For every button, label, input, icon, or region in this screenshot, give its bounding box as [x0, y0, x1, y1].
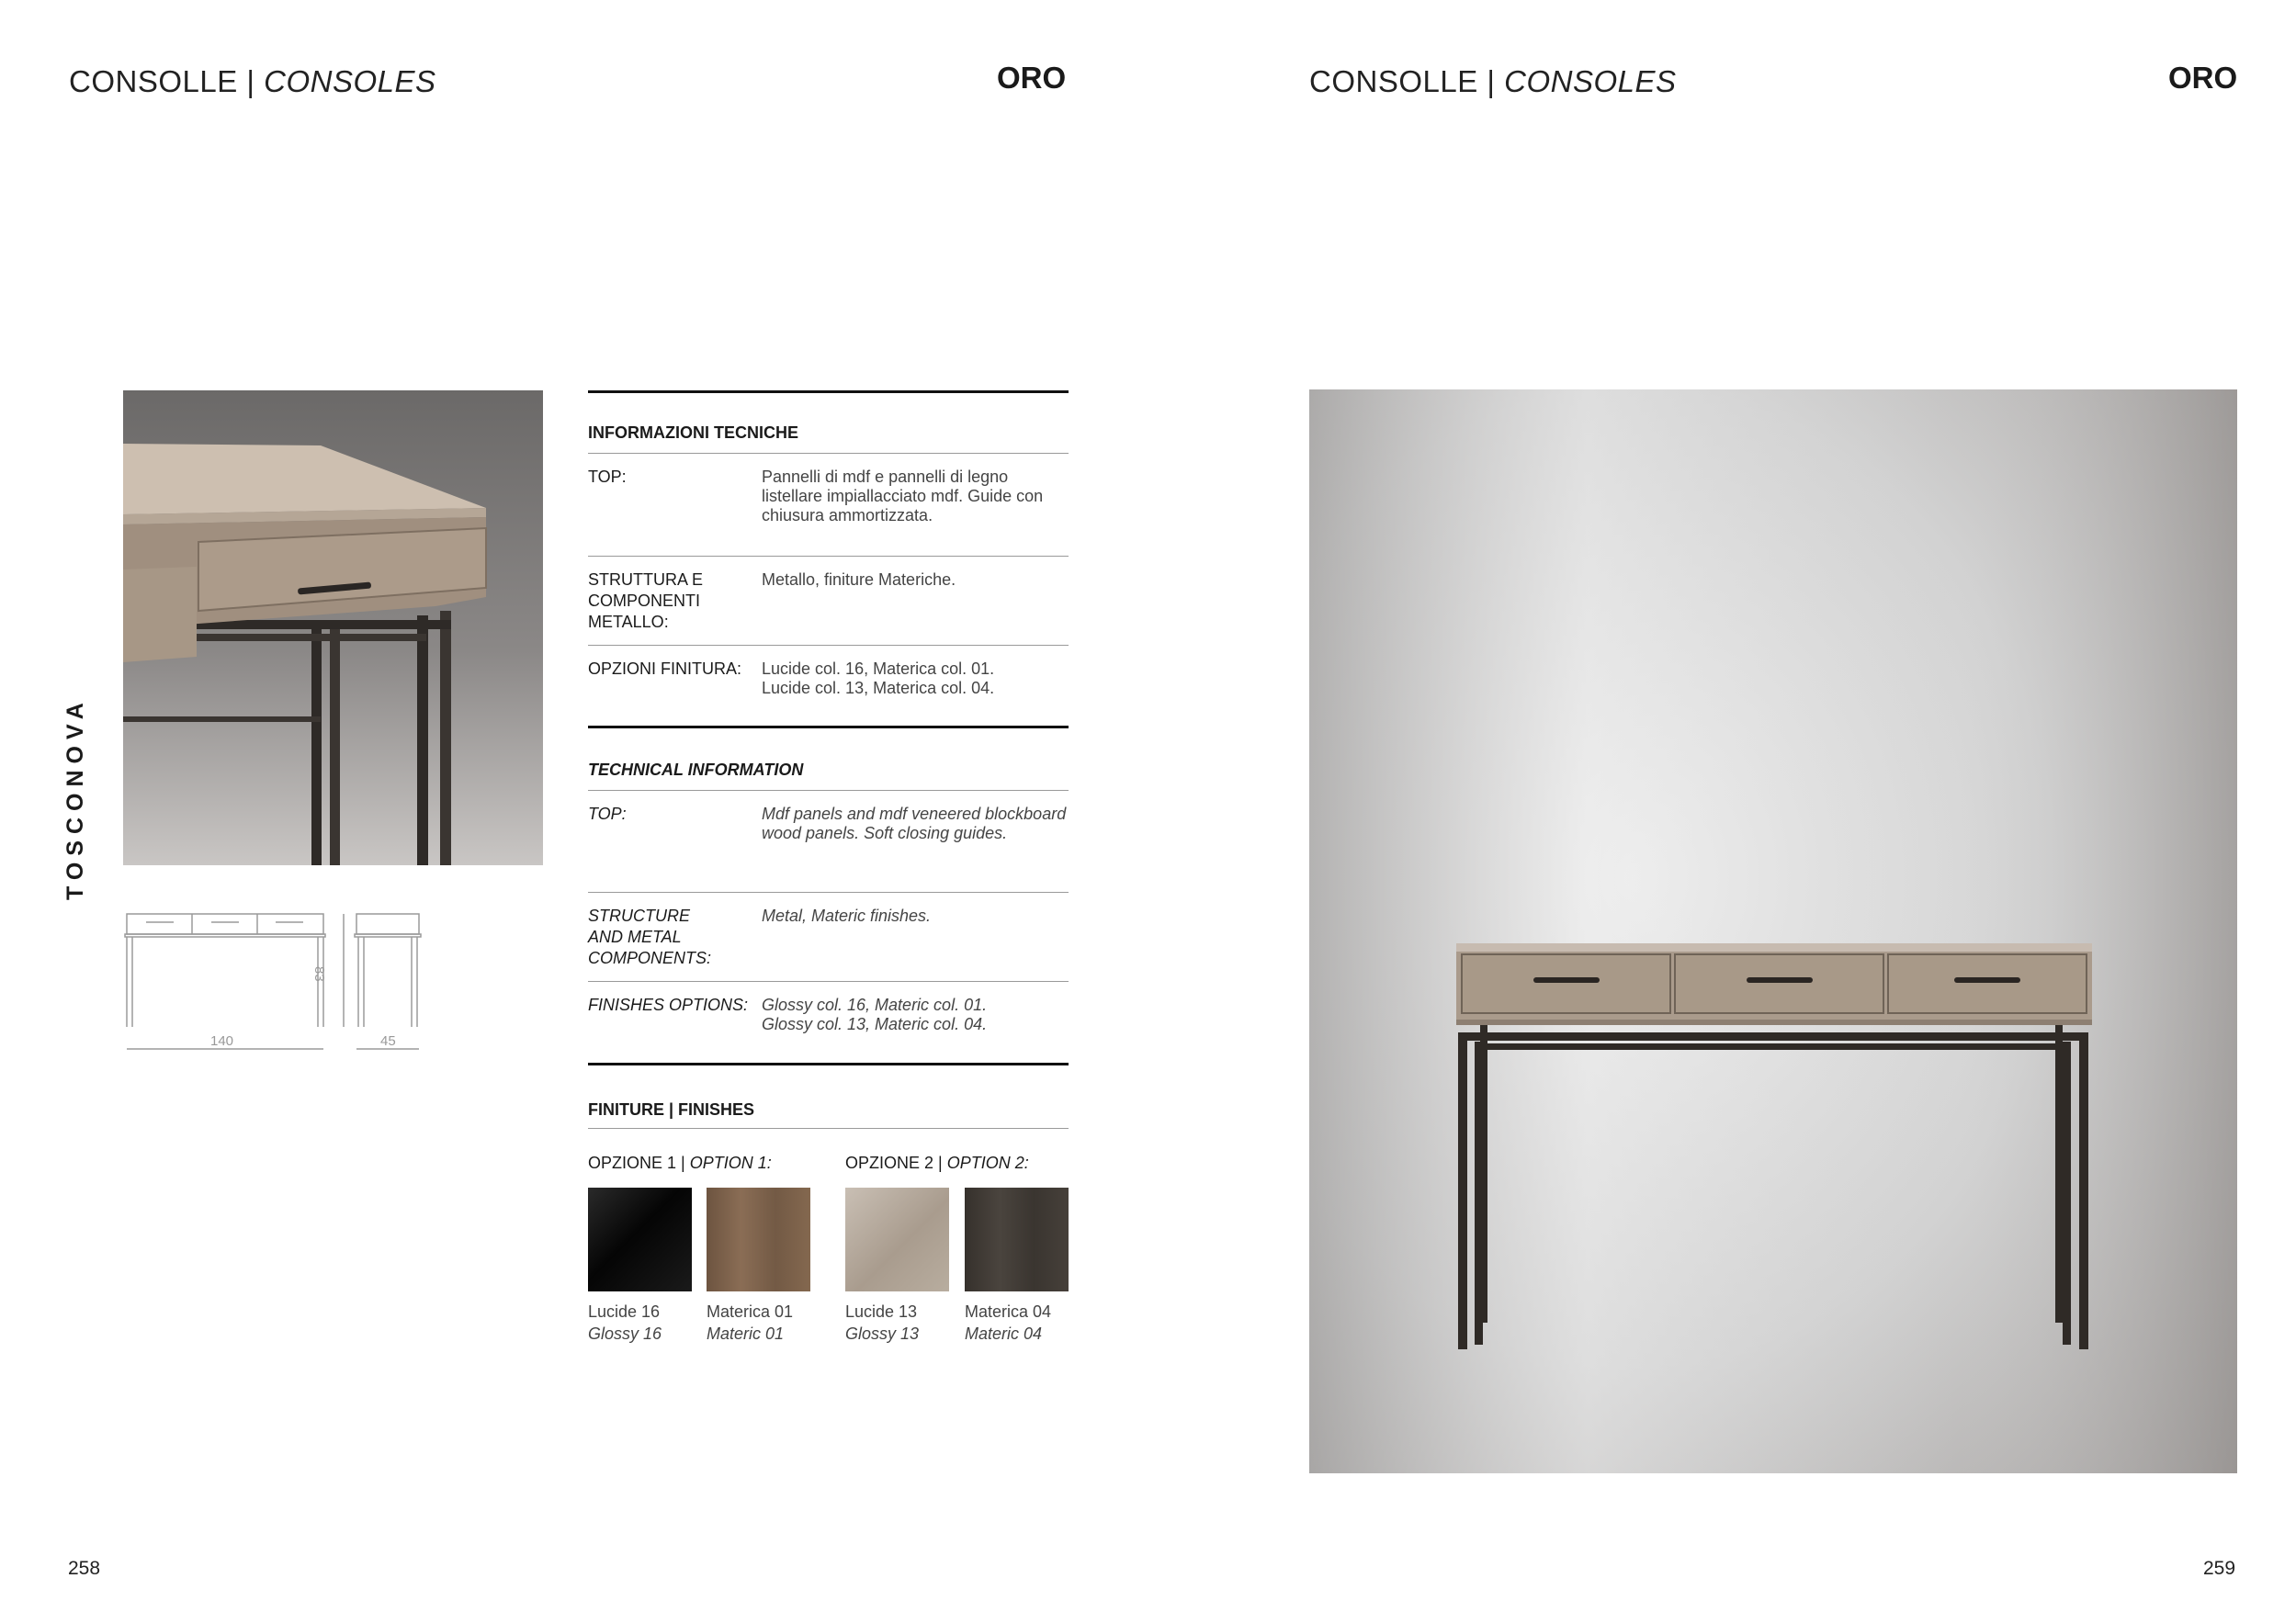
- dimension-height: 83: [311, 966, 327, 982]
- product-detail-photo: [123, 390, 543, 865]
- tech-en-top-value: Mdf panels and mdf veneered blockboard wood panels. Soft closing guides.: [762, 805, 1067, 842]
- rule-section: [588, 1063, 1069, 1065]
- rule: [588, 892, 1069, 893]
- tech-info-it-title: INFORMAZIONI TECNICHE: [588, 423, 798, 442]
- option2-label-it: OPZIONE 2 |: [845, 1154, 943, 1172]
- right-header-title: [1309, 64, 1677, 99]
- swatch-name-it: Lucide 13: [845, 1302, 918, 1321]
- swatch-lucide-13: [845, 1188, 949, 1291]
- tech-en-structure-label: STRUCTURE AND METAL COMPONENTS:: [588, 907, 712, 967]
- swatch-name-en: Glossy 16: [588, 1325, 662, 1343]
- swatch-label: [707, 1301, 793, 1345]
- front-view-top: [127, 914, 323, 934]
- swatch-name-it: Materica 04: [965, 1302, 1052, 1321]
- left-header-separator: |: [246, 64, 255, 98]
- option1-label-it: OPZIONE 1 |: [588, 1154, 685, 1172]
- tech-it-top-value: Pannelli di mdf e pannelli di legno listellare impiallacciato mdf. Guide con chiusura ammortizzata.: [762, 468, 1044, 524]
- option1-label-en: OPTION 1:: [689, 1154, 772, 1172]
- tech-it-finishes-label: OPZIONI FINITURA:: [588, 659, 742, 678]
- swatch-name-it: Lucide 16: [588, 1302, 661, 1321]
- swatch-label: [965, 1301, 1051, 1345]
- rule-top: [588, 390, 1069, 393]
- left-brand-logo: ORO: [997, 61, 1067, 95]
- left-header-title-it: CONSOLLE: [69, 64, 238, 98]
- left-header-title-en: CONSOLES: [264, 64, 436, 98]
- rule: [588, 645, 1069, 646]
- option2-label: [845, 1154, 1029, 1173]
- swatch-name-en: Materic 01: [707, 1325, 785, 1343]
- tech-info-en-title: TECHNICAL INFORMATION: [588, 761, 804, 779]
- swatch-label: [845, 1301, 919, 1345]
- product-main-photo: [1309, 389, 2237, 1473]
- right-header-separator: |: [1487, 64, 1496, 98]
- swatch-label: [588, 1301, 662, 1345]
- left-header-title: [69, 64, 436, 99]
- dimension-width: 140: [210, 1033, 234, 1049]
- left-page-number: 258: [68, 1558, 101, 1579]
- product-name-vertical: TOSCONOVA: [62, 696, 88, 900]
- tech-en-structure-value: Metal, Materic finishes.: [762, 907, 932, 925]
- dimension-depth: 45: [380, 1033, 396, 1049]
- option1-label: [588, 1154, 772, 1173]
- swatch-name-en: Materic 04: [965, 1325, 1043, 1343]
- right-page-number: 259: [2203, 1558, 2236, 1579]
- tech-it-structure-label: STRUTTURA E COMPONENTI METALLO:: [588, 570, 704, 631]
- right-header-title-en: CONSOLES: [1504, 64, 1677, 98]
- rule: [588, 1128, 1069, 1129]
- swatch-materica-04: [965, 1188, 1069, 1291]
- tech-it-top-label: TOP:: [588, 468, 627, 486]
- swatch-name-en: Glossy 13: [845, 1325, 920, 1343]
- option2-label-en: OPTION 2:: [946, 1154, 1029, 1172]
- rule: [588, 981, 1069, 982]
- tech-it-finishes-value: Lucide col. 16, Materica col. 01. Lucide col. 13, Materica col. 04.: [762, 659, 995, 697]
- rule: [588, 790, 1069, 791]
- finishes-title: FINITURE | FINISHES: [588, 1100, 755, 1119]
- rule: [588, 556, 1069, 557]
- rule-section: [588, 726, 1069, 728]
- right-brand-logo: ORO: [2168, 61, 2238, 95]
- tech-en-finishes-label: FINISHES OPTIONS:: [588, 996, 749, 1014]
- swatch-lucide-16: [588, 1188, 692, 1291]
- tech-en-finishes-value: Glossy col. 16, Materic col. 01. Glossy col. 13, Materic col. 04.: [762, 996, 988, 1033]
- tech-it-structure-value: Metallo, finiture Materiche.: [762, 570, 956, 589]
- swatch-materica-01: [707, 1188, 810, 1291]
- swatch-name-it: Materica 01: [707, 1302, 794, 1321]
- tech-en-top-label: TOP:: [588, 805, 627, 823]
- rule: [588, 453, 1069, 454]
- right-header-title-it: CONSOLLE: [1309, 64, 1478, 98]
